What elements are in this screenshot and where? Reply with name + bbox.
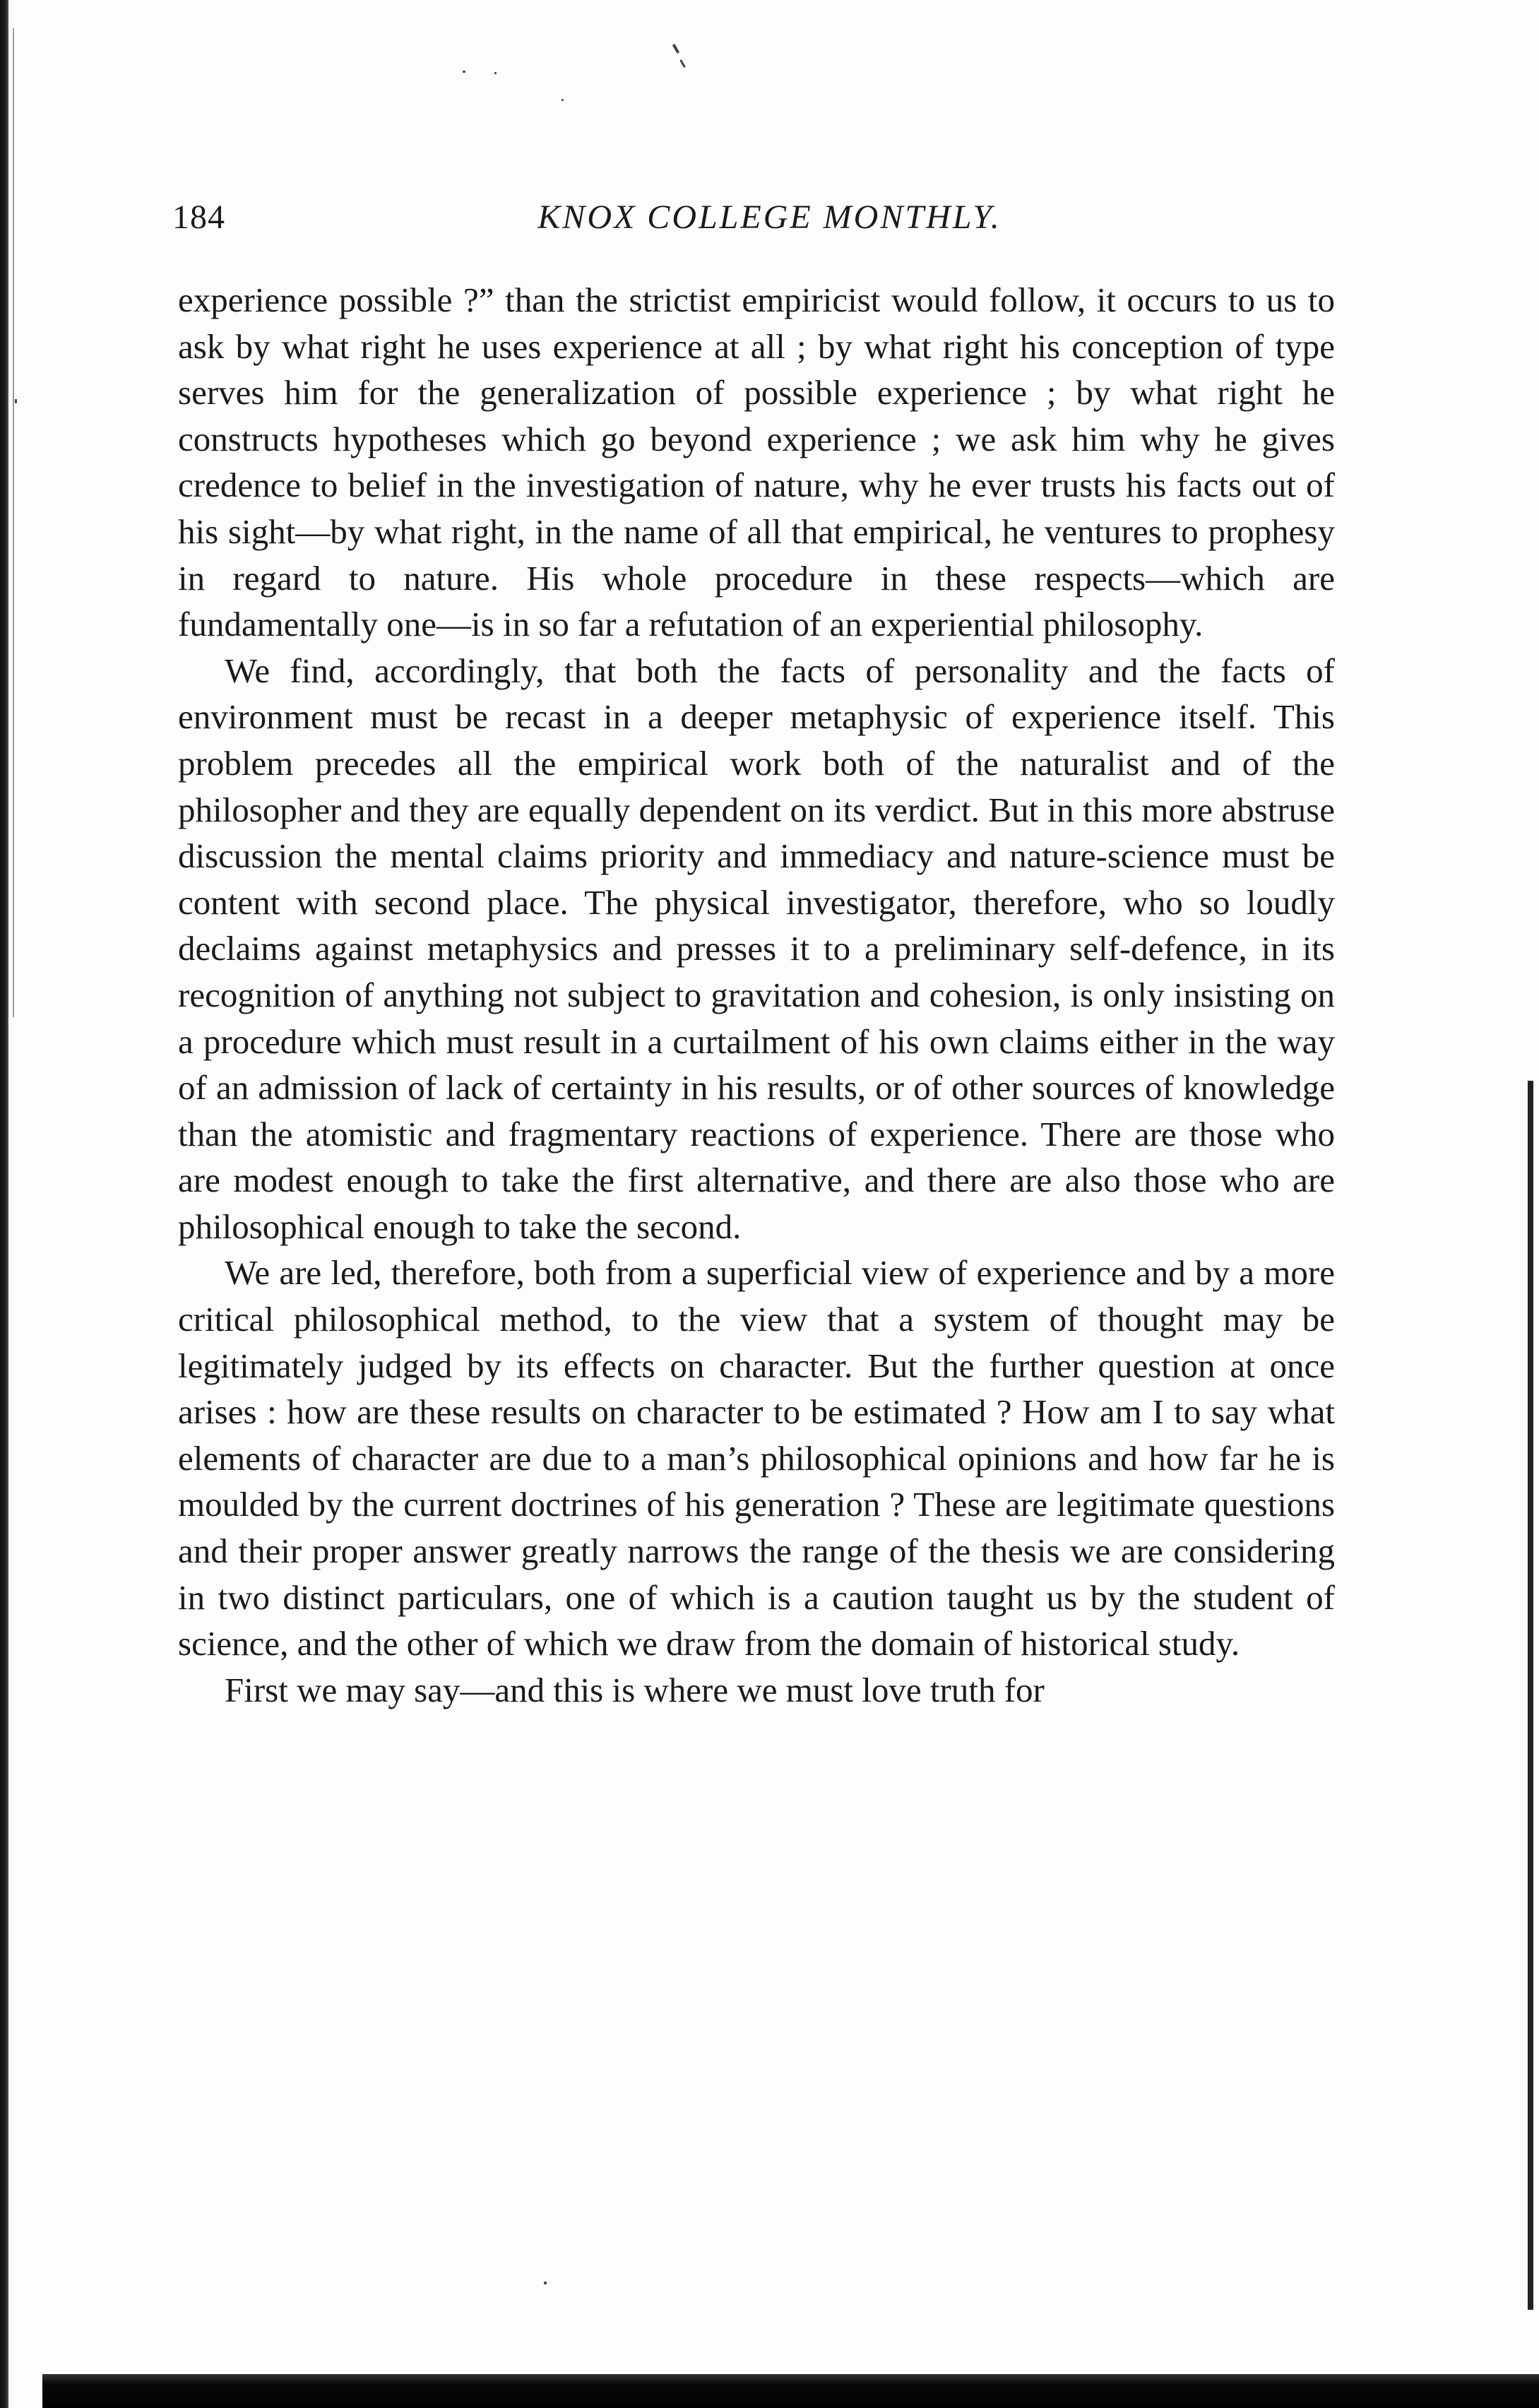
scan-speck bbox=[544, 2282, 547, 2284]
left-margin-line bbox=[13, 28, 14, 1017]
right-page-edge bbox=[1528, 1081, 1533, 2310]
scan-speck bbox=[494, 72, 497, 74]
scan-speck bbox=[561, 99, 564, 101]
scan-speck bbox=[679, 59, 686, 68]
scan-speck bbox=[15, 399, 17, 403]
page-header bbox=[0, 198, 1539, 254]
page-number: 184 bbox=[172, 198, 225, 236]
running-title: KNOX COLLEGE MONTHLY. bbox=[537, 198, 1002, 236]
paragraph: experience possible ?” than the strictist empiricist would follow, it occurs to us to ask by what right he uses experience at all ; by what right his conception of type serves him for the generalization of possible experience ; by what right he constructs hypotheses which go beyond experience ; we ask him why he gives credence to belief in the investigation of nature, why he ever trusts his facts out of his sight—by what right, in the name of all that empirical, he ventures to prophesy in regard to nature. His whole procedure in these respects—which are fundamentally one—is in so far a refutation of an experiential philosophy. bbox=[178, 280, 1335, 644]
scan-speck bbox=[672, 44, 679, 54]
paragraph: We find, accordingly, that both the facts of personality and the facts of environment must be recast in a deeper metaphysic of experience itself. This problem precedes all the empirical work both of the naturalist and of the philosopher and they are equally dependent on its verdict. But in this more abstruse discussion the mental claims priority and immediacy and nature-science must be content with second place. The physical investigator, therefore, who so loudly declaims against metaphysics and presses it to a preliminary self-defence, in its recognition of anything not subject to gravitation and cohesion, is only insisting on a procedure which must result in a curtailment of his own claims either in the way of an admission of lack of certainty in his results, or of other sources of knowledge than the atomistic and fragmentary reactions of experience. There are those who are modest enough to take the first alternative, and there are also those who are philosophical enough to take the second. bbox=[178, 651, 1335, 1246]
paragraph: First we may say—and this is where we must love truth for bbox=[225, 1670, 1045, 1709]
body-text bbox=[178, 277, 1335, 1713]
paragraph: We are led, therefore, both from a superficial view of experience and by a more critical philosophical method, to the view that a system of thought may be legitimately judged by its effects on character. But the further question at once arises : how are these results on character to be estimated ? How am I to say what elements of character are due to a man’s philosophical opinions and how far he is moulded by the current doctrines of his generation ? These are legitimate questions and their proper answer greatly narrows the range of the thesis we are considering in two distinct particulars, one of which is a caution taught us by the student of science, and the other of which we draw from the domain of historical study. bbox=[178, 1253, 1335, 1663]
left-binding-edge bbox=[0, 0, 8, 2408]
scan-speck bbox=[463, 71, 465, 73]
bottom-page-edge bbox=[42, 2374, 1539, 2408]
